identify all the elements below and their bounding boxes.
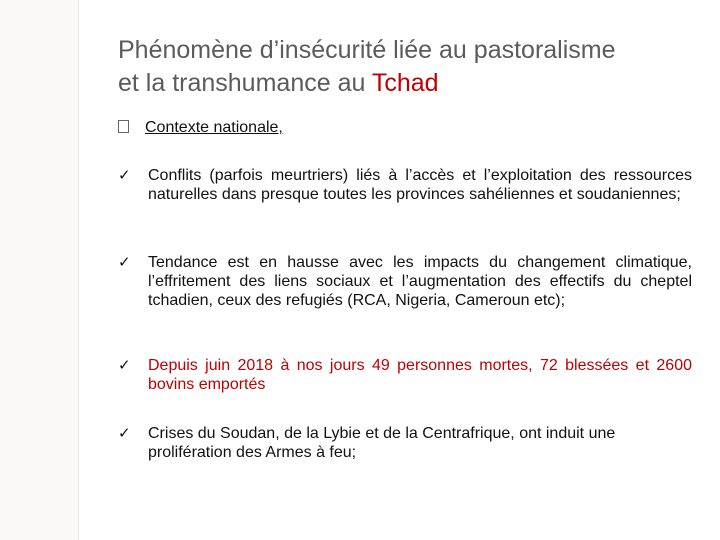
checkmark-icon: ✓	[118, 356, 131, 374]
bullet-item-2	[118, 253, 692, 310]
box-icon	[118, 120, 129, 133]
checkmark-icon: ✓	[118, 253, 131, 271]
bullet-item-4	[118, 424, 692, 462]
section-heading	[118, 118, 283, 138]
bullet-item-3	[118, 356, 692, 394]
bullet-text-1: Conflits (parfois meurtriers) liés à l’accès et l’exploitation des ressources naturelles dans presque toutes les provinces sahéliennes et soudaniennes;	[148, 167, 692, 203]
checkmark-icon: ✓	[118, 166, 131, 184]
left-decorative-bar	[0, 0, 79, 540]
title-line-2	[118, 67, 698, 100]
bullet-text-3: Depuis juin 2018 à nos jours 49 personnes mortes, 72 blessées et 2600 bovins emportés	[148, 357, 692, 393]
title-line-2-prefix: et la transhumance au	[118, 69, 372, 97]
bullet-text-2: Tendance est en hausse avec les impacts du changement climatique, l’effritement des liens sociaux et l’augmentation des effectifs du cheptel tchadien, ceux des refugiés (RCA, Nigeria, Cameroun etc);	[148, 254, 692, 309]
bullet-item-1	[118, 166, 692, 204]
slide-title	[118, 34, 698, 100]
title-line-1: Phénomène d’insécurité liée au pastoralisme	[118, 36, 616, 64]
title-accent-word: Tchad	[371, 69, 439, 97]
section-heading-label: Contexte nationale,	[145, 119, 283, 136]
checkmark-icon: ✓	[118, 424, 131, 442]
bullet-text-4: Crises du Soudan, de la Lybie et de la Centrafrique, ont induit une prolifération des Armes à feu;	[148, 425, 616, 461]
